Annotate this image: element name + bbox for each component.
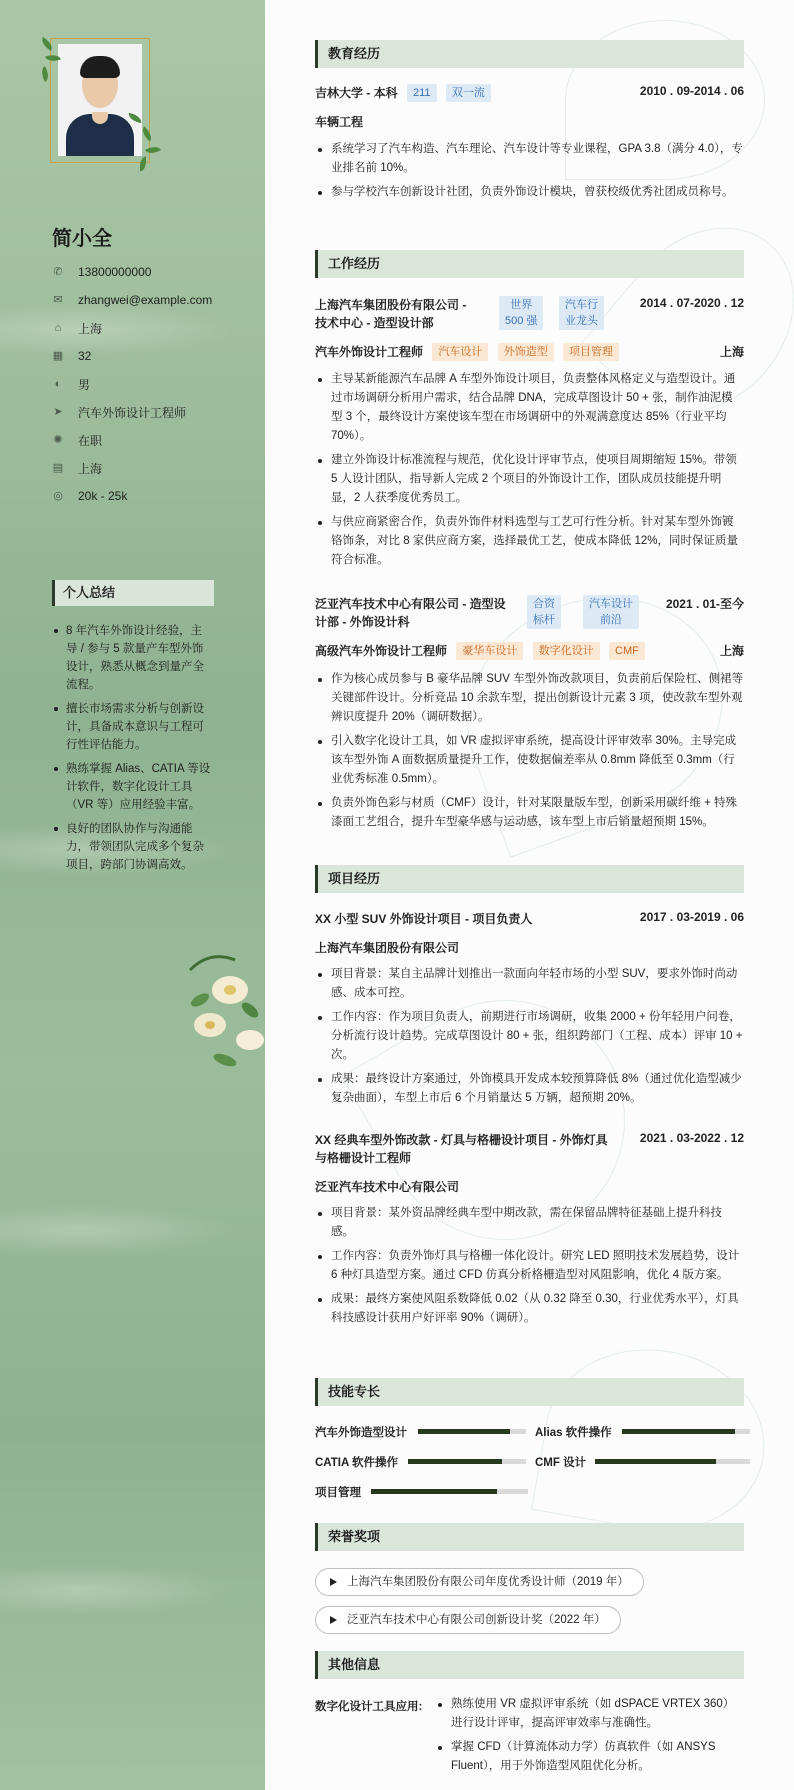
contact-phone: ✆ 13800000000: [53, 265, 152, 279]
section-other-title: 其他信息: [315, 1651, 744, 1679]
role-tag: 汽车设计: [432, 343, 488, 361]
candidate-name: 简小全: [52, 228, 112, 250]
email-icon: ✉: [53, 294, 63, 306]
company-name: 泛亚汽车技术中心有限公司 - 造型设 计部 - 外饰设计科: [315, 597, 506, 629]
main-content: [265, 0, 794, 1790]
job-city: 上海: [719, 644, 744, 658]
contact-status: ✺ 在职: [53, 433, 103, 448]
section-education-title: 教育经历: [315, 40, 744, 68]
contact-work-city: ▤ 上海: [52, 461, 103, 476]
list-item: 作为核心成员参与 B 豪华品牌 SUV 车型外饰改款项目，负责前后保险杠、侧裙等关键部件设计。分析竞品 10 余款车型，提出创新设计元素 3 项，使改款车型外观辨识度提升 20%（调研数据）。: [315, 670, 744, 727]
job-date: 2021 . 01-至今: [665, 597, 744, 611]
skill-bar-fill: [418, 1429, 510, 1434]
project-name: XX 经典车型外饰改款 - 灯具与格栅设计项目 - 外饰灯具 与格栅设计工程师: [315, 1133, 608, 1165]
job-role: 汽车外饰设计工程师: [315, 345, 424, 359]
gender-icon: ◐: [54, 378, 62, 390]
list-item: 工作内容：作为项目负责人，前期进行市场调研，收集 2000 + 份年轻用户问卷，分析流行设计趋势。完成草图设计 80 + 张，组织跨部门（工程、成本）评审 10 + 次。: [315, 1008, 744, 1065]
project-details: [315, 965, 744, 1113]
section-honors-title: 荣誉奖项: [315, 1523, 744, 1551]
company-tag: 合资 标杆: [527, 595, 561, 629]
skill-name: 汽车外饰造型设计: [315, 1427, 407, 1439]
list-item: 良好的团队协作与沟通能力，带领团队完成多个复杂项目，跨部门协调高效。: [52, 820, 212, 874]
skill-bar-fill: [371, 1489, 497, 1494]
summary-title: 个人总结: [52, 580, 214, 606]
section-projects-title: 项目经历: [315, 865, 744, 893]
list-item: 擅长市场需求分析与创新设计，具备成本意识与工程可行性评估能力。: [52, 700, 212, 754]
job-role-row: [315, 343, 744, 363]
company-tag: 世界 500 强: [499, 296, 543, 330]
job-duties: [315, 370, 744, 575]
section-work-title: 工作经历: [315, 250, 744, 278]
school-tag: 双一流: [446, 84, 491, 102]
skill-bar-fill: [622, 1429, 735, 1434]
list-item: 主导某新能源汽车品牌 A 车型外饰设计项目，负责整体风格定义与造型设计。通过市场调研分析用户需求，结合品牌 DNA，完成草图设计 50 + 张，制作油泥模型 3 个，最终设计方案使该车型在市场调研中的外观满意度达 85%（行业平均 70%）。: [315, 370, 744, 446]
decor-wave: [0, 1200, 265, 1260]
home-icon: ⌂: [54, 322, 62, 334]
list-item: 与供应商紧密合作，负责外饰件材料选型与工艺可行性分析。针对某车型外饰镀铬饰条，对比 8 家供应商方案，选择最优工艺，使成本降低 12%，同时保证质量符合标准。: [315, 513, 744, 570]
skill-name: CMF 设计: [535, 1457, 587, 1469]
company-tag: 汽车设计 前沿: [583, 595, 639, 629]
role-tag: 数字化设计: [533, 642, 600, 660]
role-tag: CMF: [609, 642, 645, 660]
job-duties: [315, 670, 744, 837]
send-icon: ➤: [53, 406, 63, 418]
list-item: 建立外饰设计标准流程与规范，优化设计评审节点，使项目周期缩短 15%。带领 5 人设计团队，指导新人完成 2 个项目的外饰设计工作，团队成员技能提升明显，2 人获季度优秀员工。: [315, 451, 744, 508]
project-org: 上海汽车集团股份有限公司: [315, 941, 460, 955]
list-item: 工作内容：负责外饰灯具与格栅一体化设计。研究 LED 照明技术发展趋势，设计 6 种灯具造型方案。通过 CFD 仿真分析格栅造型对风阻影响，优化 4 版方案。: [315, 1247, 744, 1285]
flower-decor-icon: [180, 930, 265, 1080]
major: 车辆工程: [315, 115, 364, 129]
project-details: [315, 1204, 744, 1333]
summary-list: [52, 622, 212, 880]
project-header: [315, 910, 744, 930]
list-item: 项目背景：某自主品牌计划推出一款面向年轻市场的小型 SUV，要求外饰时尚动感、成本可控。: [315, 965, 744, 1003]
salary-icon: ◎: [53, 490, 63, 502]
list-item: 8 年汽车外饰设计经验，主导 / 参与 5 款量产车型外饰设计，熟悉从概念到量产全流程。: [52, 622, 212, 694]
contact-gender: ◐ 男: [52, 370, 252, 398]
skill-bar: [595, 1459, 750, 1464]
project-header: [315, 1131, 744, 1167]
skill-bar-fill: [408, 1459, 502, 1464]
contact-list: [52, 258, 252, 510]
job-header: [315, 595, 744, 631]
status-icon: ✺: [53, 434, 63, 446]
project-date: 2021 . 03-2022 . 12: [639, 1131, 744, 1145]
contact-email: ✉ zhangwei@example.com: [53, 293, 213, 307]
award-item: 上海汽车集团股份有限公司年度优秀设计师（2019 年）: [315, 1568, 644, 1596]
job-role: 高级汽车外饰设计工程师: [315, 644, 448, 658]
job-city: 上海: [719, 345, 744, 359]
contact-position: ➤ 汽车外饰设计工程师: [53, 405, 187, 420]
section-skills-title: 技能专长: [315, 1378, 744, 1406]
avatar: [40, 30, 160, 180]
education-date: 2010 . 09-2014 . 06: [639, 84, 744, 98]
calendar-icon: ▦: [52, 350, 64, 362]
role-tag: 项目管理: [563, 343, 619, 361]
contact-salary: ◎ 20k - 25k: [53, 489, 128, 503]
skill-name: Alias 软件操作: [535, 1427, 612, 1439]
list-item: 掌握 CFD（计算流体动力学）仿真软件（如 ANSYS Fluent），用于外饰造型风阻优化分析。: [435, 1738, 745, 1776]
job-role-row: [315, 642, 744, 662]
list-item: 参与学校汽车创新设计社团，负责外饰设计模块，曾获校级优秀社团成员称号。: [315, 183, 744, 202]
education-header: [315, 84, 744, 104]
skill-bar: [371, 1489, 528, 1494]
other-label: 数字化设计工具应用:: [315, 1701, 423, 1713]
list-item: 熟练使用 VR 虚拟评审系统（如 dSPACE VRTEX 360）进行设计评审，提高评审效率与准确性。: [435, 1695, 745, 1733]
project-name: XX 小型 SUV 外饰设计项目 - 项目负责人: [315, 912, 533, 926]
role-tag: 豪华车设计: [456, 642, 523, 660]
list-item: 负责外饰色彩与材质（CMF）设计，针对某限量版车型，创新采用碳纤维 + 特殊漆面工艺组合，提升车型豪华感与运动感，该车型上市后销量超预期 15%。: [315, 794, 744, 832]
profile-photo: [58, 44, 142, 156]
skill-name: CATIA 软件操作: [315, 1457, 399, 1469]
job-date: 2014 . 07-2020 . 12: [639, 296, 744, 310]
skill-bar: [622, 1429, 750, 1434]
company-name: 上海汽车集团股份有限公司 - 技术中心 - 造型设计部: [315, 298, 467, 330]
job-header: [315, 296, 744, 332]
decor-wave: [0, 1560, 265, 1620]
school-name: 吉林大学 - 本科: [315, 86, 398, 100]
list-item: 熟练掌握 Alias、CATIA 等设计软件，数字化设计工具（VR 等）应用经验丰富。: [52, 760, 212, 814]
skill-bar: [408, 1459, 526, 1464]
play-icon: [330, 1578, 337, 1586]
list-item: 成果：最终设计方案通过，外饰模具开发成本较预算降低 8%（通过优化造型减少复杂曲面），车型上市后 6 个月销量达 5 万辆，超预期 20%。: [315, 1070, 744, 1108]
skill-bar-fill: [595, 1459, 716, 1464]
contact-age: ▦ 32: [52, 349, 92, 363]
project-date: 2017 . 03-2019 . 06: [639, 910, 744, 924]
education-list: [315, 140, 744, 207]
award-item: 泛亚汽车技术中心有限公司创新设计奖（2022 年）: [315, 1606, 621, 1634]
sidebar: [0, 0, 265, 1790]
list-item: 系统学习了汽车构造、汽车理论、汽车设计等专业课程，GPA 3.8（满分 4.0），专业排名前 10%。: [315, 140, 744, 178]
role-tag: 外饰造型: [498, 343, 554, 361]
list-item: 引入数字化设计工具，如 VR 虚拟评审系统，提高设计评审效率 30%。主导完成该车型外饰 A 面数据质量提升工作，使数据偏差率从 0.8mm 降低至 0.3mm（行业优秀标准 0.5mm）。: [315, 732, 744, 789]
skill-bar: [418, 1429, 526, 1434]
list-item: 项目背景：某外资品牌经典车型中期改款，需在保留品牌特征基础上提升科技感。: [315, 1204, 744, 1242]
project-org: 泛亚汽车技术中心有限公司: [315, 1180, 460, 1194]
other-list: [435, 1695, 745, 1781]
school-tag: 211: [407, 84, 437, 102]
skill-name: 项目管理: [315, 1487, 361, 1499]
play-icon: [330, 1616, 337, 1624]
list-item: 成果：最终方案使风阻系数降低 0.02（从 0.32 降至 0.30，行业优秀水平），灯具科技感设计获用户好评率 90%（调研）。: [315, 1290, 744, 1328]
company-tag: 汽车行 业龙头: [559, 296, 604, 330]
building-icon: ▤: [52, 462, 64, 474]
phone-icon: ✆: [53, 266, 63, 278]
leaf-pattern: [531, 1332, 779, 1547]
contact-location: ⌂ 上海: [52, 314, 252, 342]
